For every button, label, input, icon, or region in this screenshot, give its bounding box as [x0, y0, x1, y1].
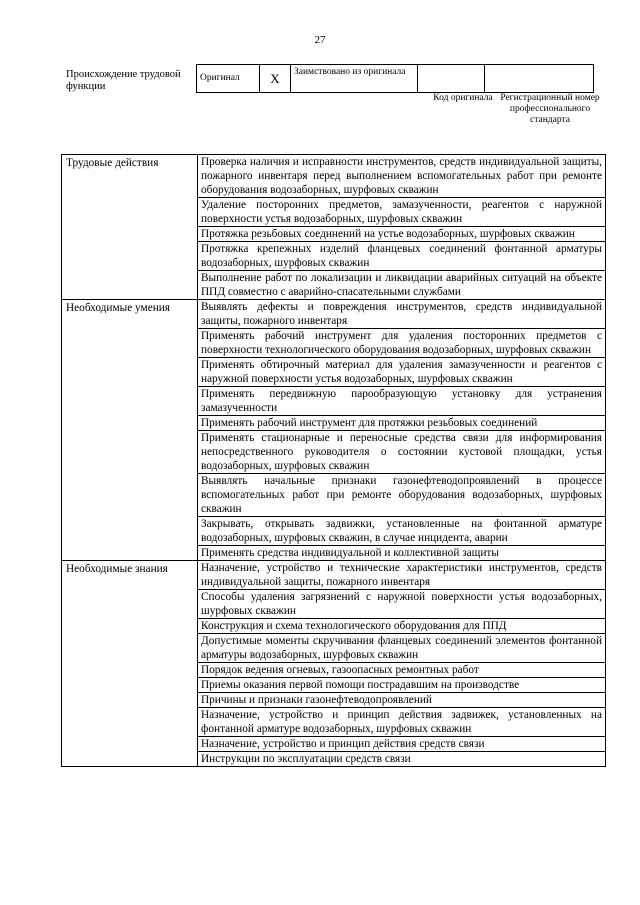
origin-label: Происхождение трудовой функции	[66, 69, 181, 92]
section-item: Инструкции по эксплуатации средств связи	[198, 752, 606, 767]
section-item: Протяжка крепежных изделий фланцевых соединений фонтанной арматуры водозаборных, шурфовых скважин	[198, 242, 606, 271]
section-item: Выявлять дефекты и повреждения инструментов, средств индивидуальной защиты, пожарного инвентаря	[198, 300, 606, 329]
section-item: Применять обтирочный материал для удаления замазученности и реагентов с наружной поверхности устья водозаборных, шурфовых скважин	[198, 358, 606, 387]
section-item: Применять передвижную парообразующую установку для устранения замазученности	[198, 387, 606, 416]
section-item: Закрывать, открывать задвижки, установленные на фонтанной арматуре водозаборных, шурфовых скважин, в случае инцидента, аварии	[198, 517, 606, 546]
reg-caption: Регистрационный номер профессионального стандарта	[500, 93, 600, 125]
page-number: 27	[314, 34, 326, 46]
origin-borrowed-cell: Заимствовано из оригинала	[291, 65, 418, 93]
origin-mark: X	[260, 65, 291, 93]
section-item: Допустимые моменты скручивания фланцевых соединений элементов фонтанной арматуры водозаборных, шурфовых скважин	[198, 634, 606, 663]
code-caption: Код оригинала	[433, 93, 493, 103]
section-item: Применять стационарные и переносные средства связи для информирования непосредственного руководителя о состоянии кустовой площадки, устья водозаборных, шурфовых скважин	[198, 431, 606, 474]
section-item: Применять рабочий инструмент для протяжки резьбовых соединений	[198, 416, 606, 431]
function-table	[61, 154, 606, 767]
section-item: Конструкция и схема технологического оборудования для ППД	[198, 619, 606, 634]
section-item: Применять средства индивидуальной и коллективной защиты	[198, 546, 606, 561]
section-item: Применять рабочий инструмент для удаления посторонних предметов с поверхности технологического оборудования водозаборных, шурфовых скважин	[198, 329, 606, 358]
origin-table	[196, 64, 594, 93]
section-item: Проверка наличия и исправности инструментов, средств индивидуальной защиты, пожарного инвентаря перед выполнением вспомогательных работ при ремонте оборудования водозаборных, шурфовых скважин	[198, 155, 606, 198]
section-item: Выполнение работ по локализации и ликвидации аварийных ситуаций на объекте ППД совместно с аварийно-спасательными службами	[198, 271, 606, 300]
section-item: Способы удаления загрязнений с наружной поверхности устья водозаборных, шурфовых скважин	[198, 590, 606, 619]
section-item: Назначение, устройство и принцип действия задвижек, установленных на фонтанной арматуре водозаборных, шурфовых скважин	[198, 708, 606, 737]
section-item: Причины и признаки газонефтеводопроявлений	[198, 693, 606, 708]
section-title: Трудовые действия	[62, 155, 198, 300]
origin-reg-cell	[485, 65, 594, 93]
origin-original-cell: Оригинал	[197, 65, 260, 93]
section-item: Выявлять начальные признаки газонефтеводопроявлений в процессе вспомогательных работ при ремонте оборудования водозаборных, шурфовых скважин	[198, 474, 606, 517]
section-item: Приемы оказания первой помощи пострадавшим на производстве	[198, 678, 606, 693]
section-item: Назначение, устройство и принцип действия средств связи	[198, 737, 606, 752]
section-item: Порядок ведения огневых, газоопасных ремонтных работ	[198, 663, 606, 678]
section-item: Протяжка резьбовых соединений на устье водозаборных, шурфовых скважин	[198, 227, 606, 242]
origin-code-cell	[418, 65, 485, 93]
section-title: Необходимые умения	[62, 300, 198, 561]
section-title: Необходимые знания	[62, 561, 198, 767]
table-row	[62, 561, 606, 590]
section-item: Назначение, устройство и технические характеристики инструментов, средств индивидуальной защиты, пожарного инвентаря	[198, 561, 606, 590]
section-item: Удаление посторонних предметов, замазученности, реагентов с наружной поверхности устья водозаборных, шурфовых скважин	[198, 198, 606, 227]
table-row	[62, 155, 606, 198]
table-row	[62, 300, 606, 329]
